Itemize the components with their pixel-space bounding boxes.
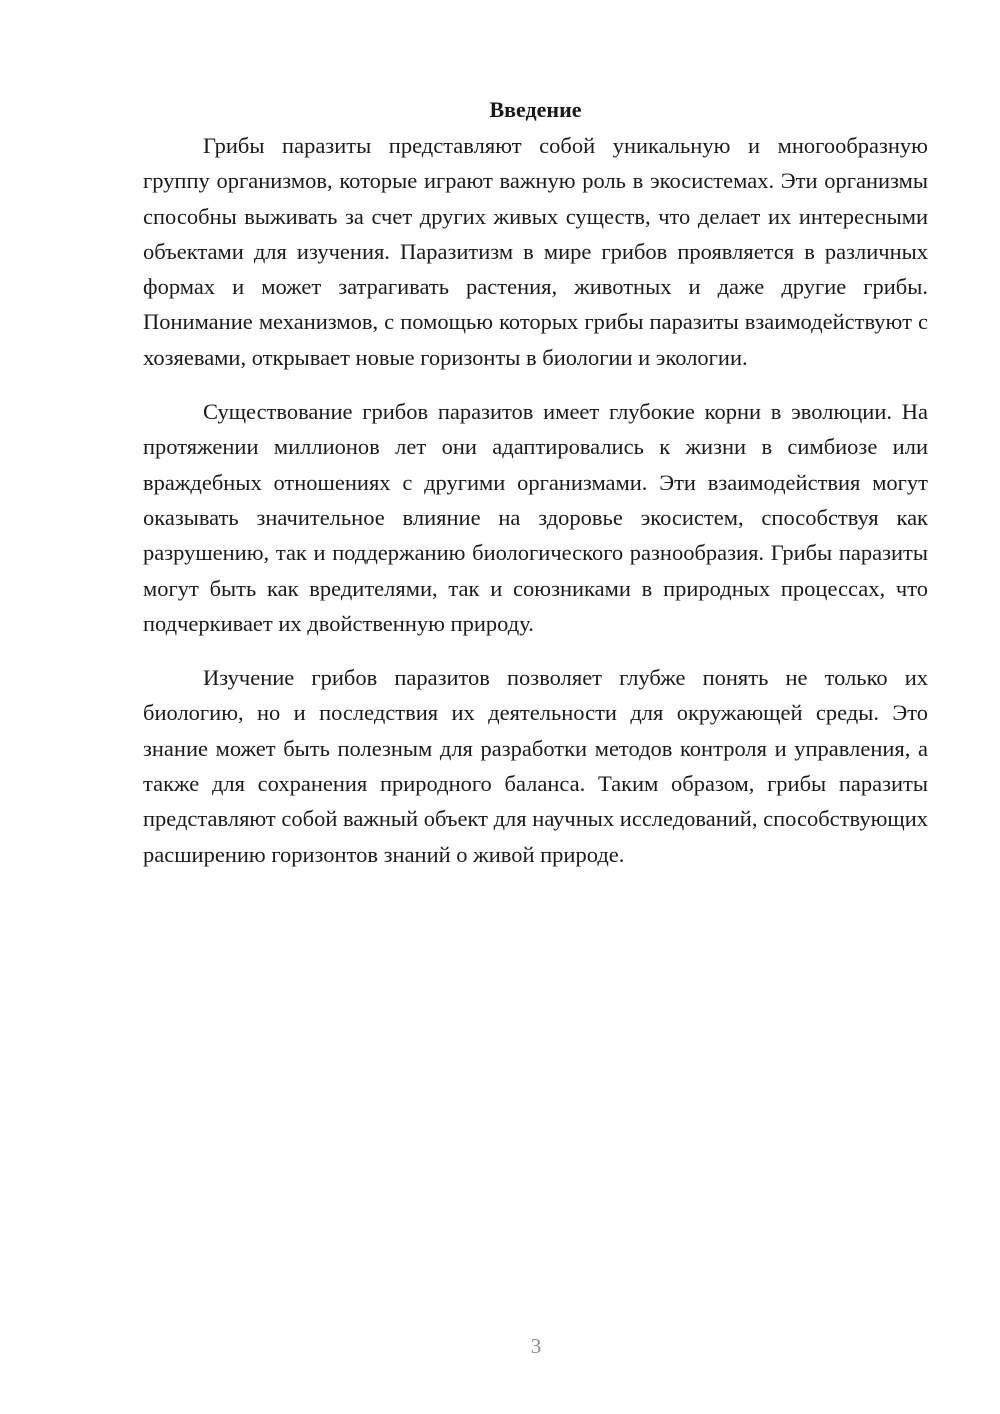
paragraph-3: Изучение грибов паразитов позволяет глубже понять не только их биологию, но и последствия их деятельности для окружающей среды. Это знание может быть полезным для разработки методов контроля и управления, а также для сохранения природного баланса. Таким образом, грибы паразиты представляют собой важный объект для научных исследований, способствующих расширению горизонтов знаний о живой природе. [143, 665, 928, 867]
section-heading: Введение [489, 97, 582, 122]
paragraph-1: Грибы паразиты представляют собой уникальную и многообразную группу организмов, которые играют важную роль в экосистемах. Эти организмы способны выживать за счет других живых существ, что делает их интересными объектами для изучения. Паразитизм в мире грибов проявляется в различных формах и может затрагивать растения, животных и даже другие грибы. Понимание механизмов, с помощью которых грибы паразиты взаимодействуют с хозяевами, открывает новые горизонты в биологии и экологии. [143, 133, 928, 370]
page-content [143, 92, 928, 891]
paragraph-2: Существование грибов паразитов имеет глубокие корни в эволюции. На протяжении миллионов лет они адаптировались к жизни в симбиозе или враждебных отношениях с другими организмами. Эти взаимодействия могут оказывать значительное влияние на здоровье экосистем, способствуя как разрушению, так и поддержанию биологического разнообразия. Грибы паразиты могут быть как вредителями, так и союзниками в природных процессах, что подчеркивает их двойственную природу. [143, 399, 928, 636]
page-number: 3 [530, 1334, 542, 1358]
